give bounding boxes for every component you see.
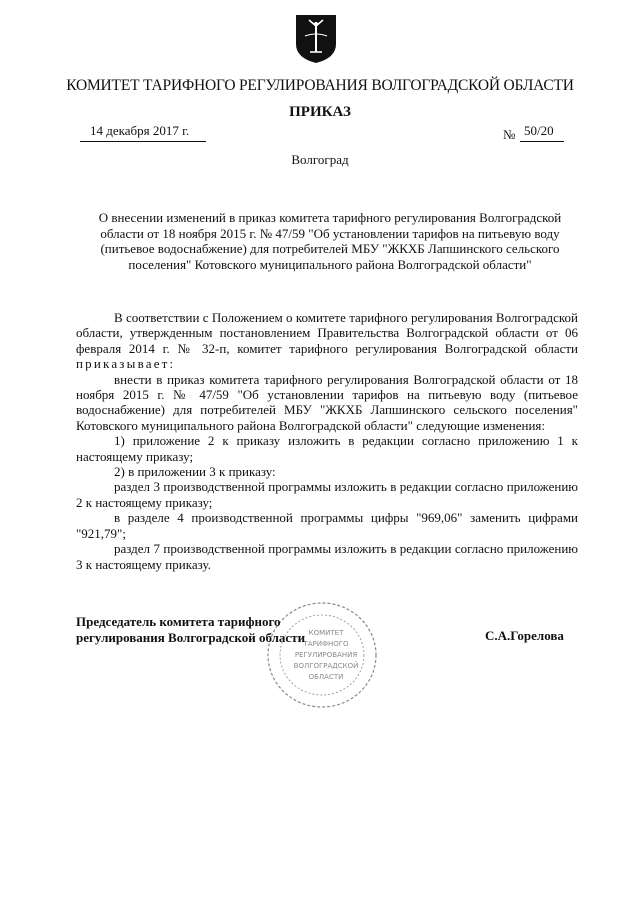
signer-name: С.А.Горелова [485,628,564,643]
stamp-line: КОМИТЕТ [308,629,344,637]
order-number: 50/20 [524,123,554,138]
order-subject [82,210,578,272]
stamp-line: РЕГУЛИРОВАНИЯ [294,651,358,659]
intro-paragraph [76,310,578,372]
coat-of-arms-icon [295,14,337,64]
intro-text: В соответствии с Положением о комитете тарифного регулирования Волгоградской области, утвержденным постановлением Правительства Волгоградской области от 06 февраля 2014 г. № 32-п, комитет тарифного регулирования Волгоградской области [76,310,578,356]
document-type: ПРИКАЗ [289,104,351,120]
signer-title-line: регулирования Волгоградской области [76,630,306,645]
body-paragraph: в разделе 4 производственной программы цифры "969,06" заменить цифрами "921,79"; [76,510,578,541]
signer-title [76,614,305,646]
subject-line: поселения" Котовского муниципального района Волгоградской области" [128,256,532,272]
body-paragraph: 2) в приложении 3 к приказу: [114,464,276,480]
order-body [76,310,578,572]
body-paragraph: 1) приложение 2 к приказу изложить в редакции согласно приложению 1 к настоящему приказу; [76,433,578,464]
city: Волгоград [291,152,349,167]
subject-line: (питьевое водоснабжение) для потребителей МБУ "ЖКХБ Лапшинского сельского [100,241,560,256]
number-underline [520,141,564,142]
stamp-line: ВОЛГОГРАДСКОЙ [293,662,359,670]
stamp-line: ОБЛАСТИ [308,673,344,681]
decree-word: приказывает: [76,356,176,372]
number-sign: № [503,127,516,142]
signer-title-line: Председатель комитета тарифного [76,614,281,629]
order-date: 14 декабря 2017 г. [90,123,190,138]
body-paragraph: внести в приказ комитета тарифного регулирования Волгоградской области от 18 ноября 2015 г. № 47/59 "Об установлении тарифов на питьевую воду (питьевое водоснабжение) для потребителей МБУ "ЖКХБ Лапшинского сельского поселения" Котовского муниципального района Волгоградской области" следующие изменения: [76,371,578,433]
body-paragraph: раздел 7 производственной программы изложить в редакции согласно приложению 3 к настоящему приказу. [76,541,578,572]
official-stamp [250,595,380,715]
body-paragraph: раздел 3 производственной программы изложить в редакции согласно приложению 2 к настоящему приказу; [76,479,578,510]
committee-name: КОМИТЕТ ТАРИФНОГО РЕГУЛИРОВАНИЯ ВОЛГОГРАДСКОЙ ОБЛАСТИ [66,77,574,94]
date-underline [80,141,206,142]
stamp-line: ТАРИФНОГО [303,640,349,648]
subject-line: О внесении изменений в приказ комитета тарифного регулирования Волгоградской [98,210,562,225]
subject-line: области от 18 ноября 2015 г. № 47/59 "Об установлении тарифов на питьевую воду [100,225,560,241]
